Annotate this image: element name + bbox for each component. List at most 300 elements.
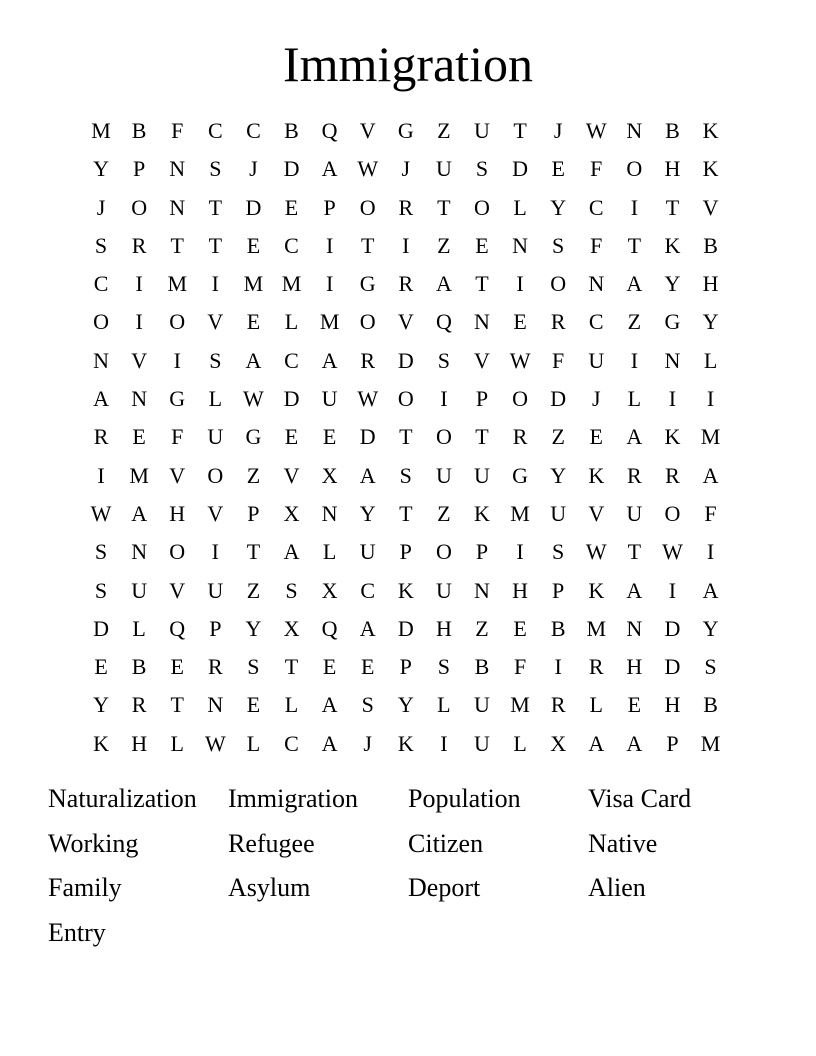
grid-letter: P (399, 654, 412, 680)
grid-letter: S (361, 692, 374, 718)
grid-letter: A (702, 462, 719, 488)
grid-letter: E (360, 654, 375, 680)
grid-letter: Y (93, 156, 109, 182)
grid-letter: Y (702, 615, 719, 641)
grid-letter: G (397, 118, 414, 143)
grid-letter: O (359, 309, 376, 335)
grid-letter: S (552, 232, 565, 258)
grid-letter: P (475, 386, 489, 412)
grid-letter: L (513, 194, 527, 220)
grid-letter: J (401, 156, 411, 182)
grid-letter: E (170, 654, 184, 680)
grid-letter: G (245, 424, 262, 450)
grid-letter: Y (245, 615, 262, 641)
grid-letter: A (359, 462, 376, 488)
grid-letter: A (131, 500, 148, 526)
grid-letter: I (706, 386, 715, 412)
grid-letter: E (551, 156, 565, 182)
grid-letter: O (626, 156, 643, 182)
grid-letter: I (325, 271, 334, 297)
grid-letter: W (357, 386, 379, 412)
grid-letter: M (700, 730, 721, 756)
grid-letter: O (664, 500, 681, 526)
grid-letter: L (589, 692, 603, 718)
grid-letter: E (589, 424, 603, 450)
grid-letter: A (626, 424, 643, 450)
grid-letter: F (513, 654, 527, 680)
grid-letter: A (359, 615, 376, 641)
grid-letter: I (630, 347, 639, 373)
grid-letter: K (397, 577, 414, 603)
grid-letter: X (321, 577, 338, 603)
grid-letter: Y (359, 500, 376, 526)
grid-letter: I (668, 577, 677, 603)
grid-letter: K (93, 730, 109, 756)
grid-letter: L (437, 692, 451, 718)
grid-letter: P (133, 156, 146, 182)
grid-letter: T (399, 424, 413, 450)
grid-letter: U (474, 118, 490, 143)
grid-letter: W (662, 539, 683, 565)
grid-letter: V (588, 500, 605, 526)
grid-letter: I (554, 654, 562, 680)
letter-grid (82, 112, 730, 763)
grid-letter: M (129, 462, 149, 488)
grid-letter: F (552, 347, 565, 373)
grid-letter: K (664, 424, 681, 450)
grid-letter: I (173, 347, 181, 373)
grid-letter: M (281, 271, 302, 297)
grid-letter: D (512, 156, 529, 182)
grid-letter: M (319, 309, 340, 335)
grid-letter: M (167, 271, 188, 297)
grid-letter: G (664, 309, 681, 335)
grid-letter: H (626, 654, 643, 680)
grid-letter: S (704, 654, 717, 680)
grid-letter: B (665, 118, 680, 143)
grid-letter: X (550, 730, 567, 756)
grid-letter: N (474, 577, 490, 603)
grid-letter: P (552, 577, 565, 603)
grid-letter: E (322, 424, 337, 450)
grid-letter: C (93, 271, 109, 297)
grid-letter: V (131, 347, 148, 373)
grid-letter: O (435, 424, 452, 450)
grid-letter: L (322, 539, 337, 565)
grid-letter: D (550, 386, 567, 412)
word-list-item: Citizen (408, 828, 484, 858)
grid-letter: L (513, 730, 527, 756)
grid-letter: R (131, 692, 147, 718)
grid-letter: U (207, 577, 224, 603)
grid-letter: A (626, 730, 643, 756)
grid-letter: R (360, 347, 376, 373)
grid-letter: O (169, 309, 186, 335)
grid-letter: L (284, 309, 299, 335)
grid-letter: T (360, 232, 375, 258)
grid-letter: P (475, 539, 489, 565)
grid-letter: V (169, 577, 186, 603)
grid-letter: N (207, 692, 224, 718)
grid-letter: T (665, 194, 680, 220)
grid-letter: R (588, 654, 604, 680)
grid-letter: A (626, 271, 643, 297)
grid-letter: W (204, 730, 226, 756)
grid-letter: S (209, 156, 222, 182)
grid-letter: I (97, 462, 105, 488)
grid-letter: C (284, 232, 299, 258)
grid-letter: E (132, 424, 146, 450)
word-list-item: Asylum (228, 873, 311, 903)
grid-letter: L (132, 615, 146, 641)
grid-letter: S (437, 654, 451, 680)
grid-letter: K (588, 577, 605, 603)
grid-letter: A (93, 386, 109, 412)
grid-letter: Q (321, 118, 338, 143)
grid-letter: L (246, 730, 261, 756)
grid-letter: X (321, 462, 338, 488)
grid-letter: E (627, 692, 642, 718)
grid-letter: N (321, 500, 338, 526)
grid-letter: N (474, 309, 490, 335)
grid-letter: F (590, 232, 603, 258)
grid-letter: D (245, 194, 262, 220)
grid-letter: C (588, 309, 604, 335)
grid-letter: V (702, 194, 719, 220)
grid-letter: M (510, 692, 530, 718)
grid-letter: D (664, 654, 681, 680)
word-list-item: Visa Card (588, 784, 692, 813)
grid-letter: T (284, 654, 299, 680)
grid-letter: T (170, 232, 184, 258)
grid-letter: U (359, 539, 376, 565)
grid-letter: Y (702, 309, 719, 335)
word-list (48, 777, 768, 955)
grid-letter: H (435, 615, 452, 641)
grid-letter: S (94, 539, 108, 565)
grid-letter: G (169, 386, 186, 412)
grid-letter: W (509, 347, 531, 373)
grid-letter: D (283, 156, 300, 182)
grid-letter: V (397, 309, 414, 335)
grid-letter: L (703, 347, 718, 373)
grid-letter: C (284, 347, 299, 373)
grid-letter: D (93, 615, 109, 641)
grid-letter: A (435, 271, 452, 297)
grid-letter: A (245, 347, 262, 373)
grid-letter: F (171, 424, 184, 450)
grid-letter: P (323, 194, 336, 220)
grid-letter: Z (551, 424, 565, 450)
grid-letter: E (475, 232, 489, 258)
grid-letter: U (435, 156, 452, 182)
grid-letter: E (246, 309, 261, 335)
grid-letter: B (284, 118, 299, 143)
grid-letter: U (588, 347, 605, 373)
grid-letter: J (249, 156, 258, 182)
grid-letter: V (283, 462, 300, 488)
grid-letter: D (397, 347, 414, 373)
grid-letter: I (325, 232, 334, 258)
grid-letter: O (397, 386, 414, 412)
grid-letter: C (246, 118, 261, 143)
grid-letter: H (131, 730, 148, 756)
grid-letter: C (588, 194, 604, 220)
grid-letter: F (590, 156, 603, 182)
grid-letter: I (440, 730, 448, 756)
grid-letter: O (93, 309, 109, 335)
grid-letter: S (475, 156, 489, 182)
grid-letter: V (359, 118, 376, 143)
grid-letter: E (246, 692, 261, 718)
grid-letter: M (91, 118, 111, 143)
grid-letter: S (437, 347, 451, 373)
grid-letter: Z (475, 615, 489, 641)
grid-letter: O (512, 386, 529, 412)
grid-letter: U (474, 730, 490, 756)
grid-letter: R (207, 654, 223, 680)
grid-letter: V (169, 462, 186, 488)
grid-letter: C (207, 118, 223, 143)
grid-letter: D (283, 386, 300, 412)
grid-letter: I (516, 271, 524, 297)
grid-letter: O (435, 539, 452, 565)
grid-letter: A (321, 156, 338, 182)
grid-letter: M (243, 271, 264, 297)
grid-letter: I (630, 194, 639, 220)
grid-letter: E (94, 654, 108, 680)
grid-letter: B (474, 654, 490, 680)
grid-letter: L (284, 692, 299, 718)
grid-letter: R (627, 462, 642, 488)
grid-letter: S (399, 462, 412, 488)
grid-letter: R (398, 194, 414, 220)
grid-letter: N (664, 347, 681, 373)
grid-letter: E (513, 615, 527, 641)
grid-letter: U (435, 577, 452, 603)
grid-letter: S (552, 539, 565, 565)
grid-letter: U (474, 692, 490, 718)
grid-letter: G (359, 271, 376, 297)
grid-letter: N (626, 615, 643, 641)
grid-letter: I (440, 386, 448, 412)
grid-letter: S (94, 232, 108, 258)
grid-letter: T (627, 232, 642, 258)
grid-letter: R (398, 271, 414, 297)
grid-letter: B (131, 118, 147, 143)
grid-letter: M (510, 500, 530, 526)
grid-letter: I (706, 539, 715, 565)
grid-letter: Z (627, 309, 642, 335)
grid-letter: L (627, 386, 642, 412)
grid-letter: T (246, 539, 261, 565)
grid-letter: Y (550, 194, 567, 220)
grid-letter: J (553, 118, 563, 143)
grid-letter: T (399, 500, 413, 526)
grid-letter: P (399, 539, 412, 565)
grid-letter: K (702, 156, 719, 182)
grid-letter: C (360, 577, 376, 603)
grid-letter: S (94, 577, 108, 603)
grid-letter: J (96, 194, 106, 220)
grid-letter: I (516, 539, 524, 565)
grid-letter: T (513, 118, 527, 143)
grid-letter: T (475, 271, 489, 297)
grid-letter: G (512, 462, 529, 488)
grid-letter: U (435, 462, 452, 488)
grid-letter: V (207, 309, 224, 335)
grid-letter: F (171, 118, 184, 143)
grid-letter: Z (246, 462, 261, 488)
grid-letter: V (474, 347, 490, 373)
word-list-item: Alien (588, 873, 646, 903)
grid-letter: N (131, 539, 148, 565)
grid-letter: Y (550, 462, 567, 488)
grid-letter: R (550, 692, 566, 718)
grid-letter: B (703, 232, 718, 258)
word-list-item: Immigration (228, 784, 358, 813)
word-list-item: Working (48, 828, 139, 858)
grid-letter: I (211, 539, 219, 565)
grid-letter: N (626, 118, 643, 143)
grid-letter: Q (321, 615, 338, 641)
grid-letter: W (357, 156, 379, 182)
grid-letter: D (359, 424, 376, 450)
grid-letter: E (246, 232, 261, 258)
grid-letter: F (704, 500, 717, 526)
grid-letter: W (90, 500, 112, 526)
grid-letter: U (550, 500, 567, 526)
grid-letter: Y (664, 271, 681, 297)
grid-letter: K (702, 118, 719, 143)
grid-letter: U (207, 424, 224, 450)
grid-letter: S (285, 577, 298, 603)
grid-letter: N (93, 347, 109, 373)
grid-letter: Z (437, 118, 451, 143)
grid-letter: J (591, 386, 601, 412)
grid-letter: K (588, 462, 605, 488)
grid-letter: O (359, 194, 376, 220)
grid-letter: H (702, 271, 719, 297)
grid-letter: N (169, 156, 186, 182)
grid-letter: O (207, 462, 224, 488)
grid-letter: R (665, 462, 680, 488)
grid-letter: O (169, 539, 186, 565)
grid-letter: U (321, 386, 338, 412)
grid-letter: E (513, 309, 527, 335)
grid-letter: A (588, 730, 605, 756)
grid-letter: L (170, 730, 184, 756)
grid-letter: T (170, 692, 184, 718)
grid-letter: A (321, 347, 338, 373)
grid-letter: R (512, 424, 528, 450)
grid-letter: Z (437, 500, 451, 526)
grid-letter: T (208, 194, 223, 220)
grid-letter: L (208, 386, 223, 412)
grid-letter: A (626, 577, 643, 603)
grid-letter: B (131, 654, 147, 680)
word-list-item: Naturalization (48, 784, 197, 813)
grid-letter: B (703, 692, 718, 718)
word-list-item: Native (588, 828, 658, 858)
grid-letter: X (283, 500, 300, 526)
grid-letter: C (284, 730, 299, 756)
grid-letter: Z (246, 577, 261, 603)
grid-letter: W (243, 386, 264, 412)
grid-letter: K (474, 500, 490, 526)
grid-letter: M (586, 615, 607, 641)
grid-letter: N (512, 232, 529, 258)
grid-letter: Y (397, 692, 414, 718)
grid-letter: T (475, 424, 489, 450)
grid-letter: R (550, 309, 566, 335)
grid-letter: K (664, 232, 681, 258)
grid-letter: P (247, 500, 260, 526)
grid-letter: Q (435, 309, 452, 335)
grid-letter: M (700, 424, 721, 450)
grid-letter: H (664, 692, 681, 718)
grid-letter: A (321, 730, 338, 756)
grid-letter: P (209, 615, 222, 641)
word-list-item: Entry (48, 917, 106, 947)
grid-letter: K (397, 730, 414, 756)
grid-letter: E (322, 654, 337, 680)
grid-letter: V (207, 500, 224, 526)
grid-letter: S (247, 654, 260, 680)
grid-letter: E (284, 194, 299, 220)
grid-letter: I (668, 386, 677, 412)
grid-letter: I (135, 271, 143, 297)
grid-letter: S (209, 347, 222, 373)
page-title: Immigration (283, 36, 533, 92)
grid-letter: P (666, 730, 679, 756)
grid-letter: Z (437, 232, 451, 258)
grid-letter: U (474, 462, 490, 488)
grid-letter: A (321, 692, 338, 718)
grid-letter: A (702, 577, 719, 603)
grid-letter: J (363, 730, 372, 756)
grid-letter: R (93, 424, 109, 450)
grid-letter: U (131, 577, 148, 603)
word-list-item: Deport (408, 873, 481, 903)
grid-letter: I (211, 271, 219, 297)
grid-letter: D (397, 615, 414, 641)
grid-letter: H (664, 156, 681, 182)
grid-letter: N (169, 194, 186, 220)
grid-letter: B (550, 615, 566, 641)
grid-letter: N (131, 386, 148, 412)
grid-letter: E (284, 424, 299, 450)
grid-letter: Q (169, 615, 186, 641)
grid-letter: W (585, 539, 607, 565)
grid-letter: O (131, 194, 148, 220)
grid-letter: H (169, 500, 186, 526)
grid-letter: X (283, 615, 300, 641)
grid-letter: W (585, 118, 607, 143)
word-list-item: Family (48, 873, 122, 903)
grid-letter: I (402, 232, 410, 258)
grid-letter: T (208, 232, 223, 258)
grid-letter: R (131, 232, 147, 258)
grid-letter: O (474, 194, 490, 220)
grid-letter: H (512, 577, 529, 603)
grid-letter: I (135, 309, 143, 335)
grid-letter: A (283, 539, 300, 565)
grid-letter: Y (93, 692, 109, 718)
grid-letter: U (626, 500, 643, 526)
grid-letter: N (588, 271, 605, 297)
grid-letter: T (437, 194, 451, 220)
